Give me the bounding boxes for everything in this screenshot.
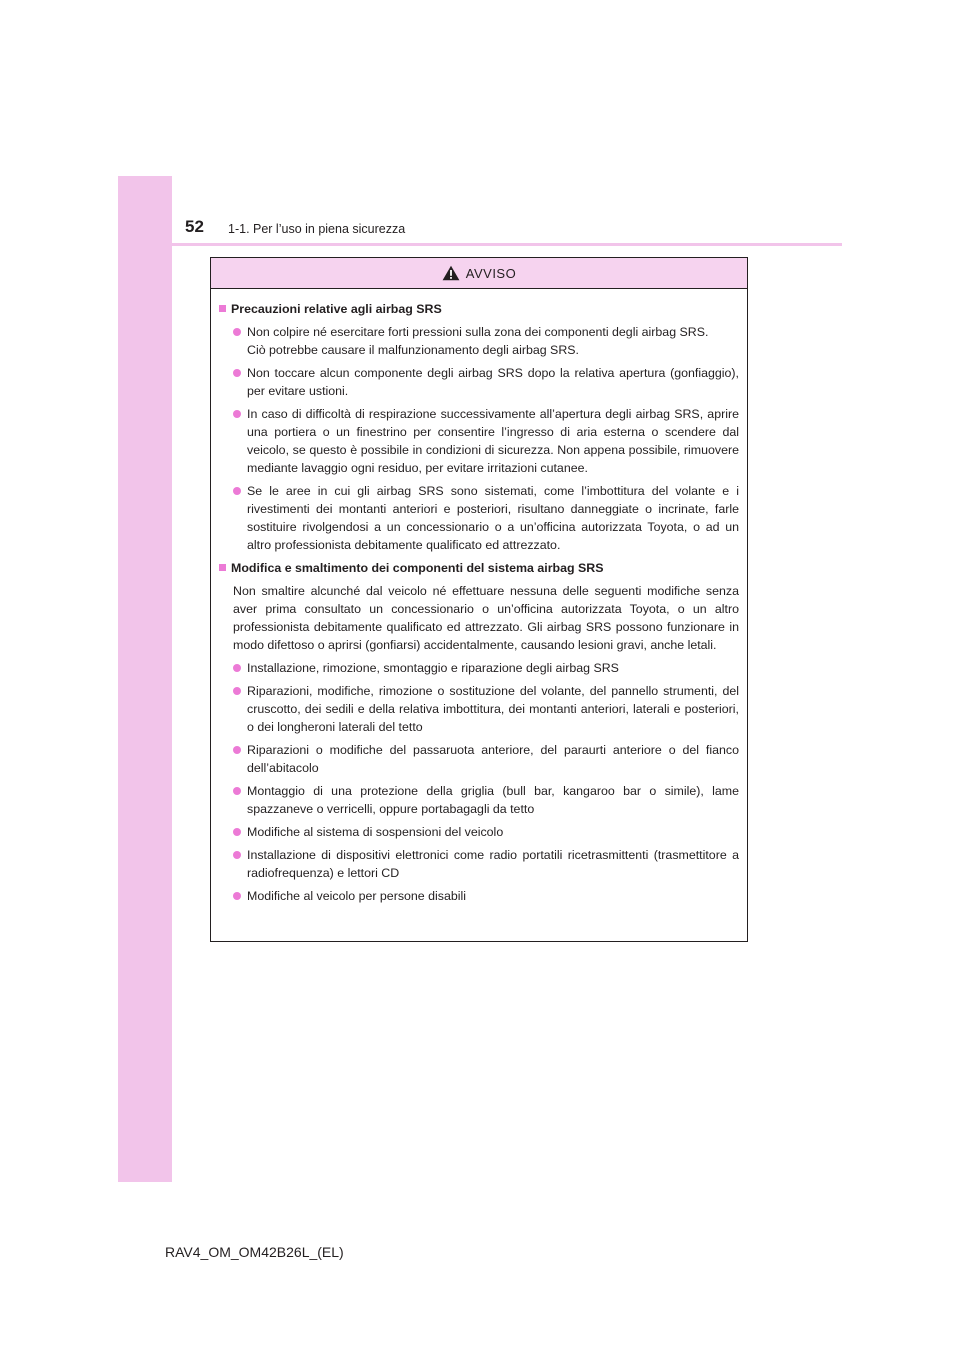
round-bullet-icon	[233, 687, 241, 695]
bullet-text: Non colpire né esercitare forti pressioni sulla zona dei componenti degli airbag SRS.	[247, 325, 709, 339]
warning-triangle-icon	[442, 265, 460, 281]
bullet-text: Installazione di dispositivi elettronici come radio portatili ricetrasmittenti (trasmettitore a radiofrequenza) e lettori CD	[247, 848, 739, 880]
square-bullet-icon	[219, 305, 226, 312]
list-item	[233, 741, 739, 777]
list-item	[233, 364, 739, 400]
section-heading	[218, 300, 739, 318]
list-item	[233, 482, 739, 554]
section-title: 1-1. Per l’uso in piena sicurezza	[228, 222, 406, 236]
bullet-text: Installazione, rimozione, smontaggio e riparazione degli airbag SRS	[247, 661, 619, 675]
bullet-text: Se le aree in cui gli airbag SRS sono sistemati, come l’imbottitura del volante e i rivestimenti dei montanti anteriori e posteriori, risultano danneggiate o incrinate, farle sostituire rivolgendosi a un concessionario o a un’officina autorizzata Toyota, o ad un altro professionista debitamente qualificato ed attrezzato.	[247, 484, 739, 552]
warning-body	[211, 289, 747, 905]
list-item	[233, 682, 739, 736]
list-item	[233, 659, 739, 677]
heading-text: Precauzioni relative agli airbag SRS	[231, 302, 442, 316]
document-code: RAV4_OM_OM42B26L_(EL)	[165, 1244, 344, 1260]
heading-text: Modifica e smaltimento dei componenti del sistema airbag SRS	[231, 561, 604, 575]
list-item	[233, 823, 739, 841]
warning-header	[211, 258, 747, 289]
page-number: 52	[185, 217, 204, 236]
bullet-text: Non toccare alcun componente degli airbag SRS dopo la relativa apertura (gonfiaggio), per evitare ustioni.	[247, 366, 739, 398]
round-bullet-icon	[233, 487, 241, 495]
round-bullet-icon	[233, 828, 241, 836]
list-item	[233, 405, 739, 477]
bullet-text: In caso di difficoltà di respirazione successivamente all’apertura degli airbag SRS, aprire una portiera o un finestrino per consentire l’ingresso di aria esterna o scendere dal veicolo, se questo è possibile in condizioni di sicurezza. Non appena possibile, rimuovere mediante lavaggio ogni residuo, per evitare irritazioni cutanee.	[247, 407, 739, 475]
page-sidebar-tab	[118, 176, 172, 1182]
list-item	[233, 323, 739, 359]
round-bullet-icon	[233, 410, 241, 418]
round-bullet-icon	[233, 664, 241, 672]
section-intro: Non smaltire alcunché dal veicolo né effettuare nessuna delle seguenti modifiche senza aver prima consultato un concessionario o un’officina autorizzata Toyota, o un altro professionista debitamente qualificato ed attrezzato. Gli airbag SRS possono funzionare in modo difettoso o aprirsi (gonfiarsi) accidentalmente, causando lesioni gravi, anche letali.	[233, 584, 739, 652]
round-bullet-icon	[233, 787, 241, 795]
list-item	[233, 887, 739, 905]
warning-box	[210, 257, 748, 942]
bullet-text: Montaggio di una protezione della griglia (bull bar, kangaroo bar o simile), lame spazzaneve o verricelli, oppure portabagagli da tetto	[247, 784, 739, 816]
list-item	[233, 846, 739, 882]
bullet-text: Modifiche al veicolo per persone disabili	[247, 889, 467, 903]
bullet-text: Riparazioni, modifiche, rimozione o sostituzione del volante, del pannello strumenti, del cruscotto, dei sedili e della relativa imbottitura, dei montanti anteriori, laterali e posteriori, o dei longheroni laterali del tetto	[247, 684, 739, 734]
round-bullet-icon	[233, 892, 241, 900]
bullet-text: Ciò potrebbe causare il malfunzionamento degli airbag SRS.	[247, 343, 579, 357]
bullet-text: Modifiche al sistema di sospensioni del veicolo	[247, 825, 504, 839]
warning-label: AVVISO	[465, 265, 517, 281]
round-bullet-icon	[233, 851, 241, 859]
header-rule	[118, 243, 842, 246]
section-heading	[218, 559, 739, 577]
bullet-text: Riparazioni o modifiche del passaruota anteriore, del paraurti anteriore o del fianco dell’abitacolo	[247, 743, 739, 775]
list-item	[233, 782, 739, 818]
square-bullet-icon	[219, 564, 226, 571]
round-bullet-icon	[233, 328, 241, 336]
round-bullet-icon	[233, 746, 241, 754]
round-bullet-icon	[233, 369, 241, 377]
